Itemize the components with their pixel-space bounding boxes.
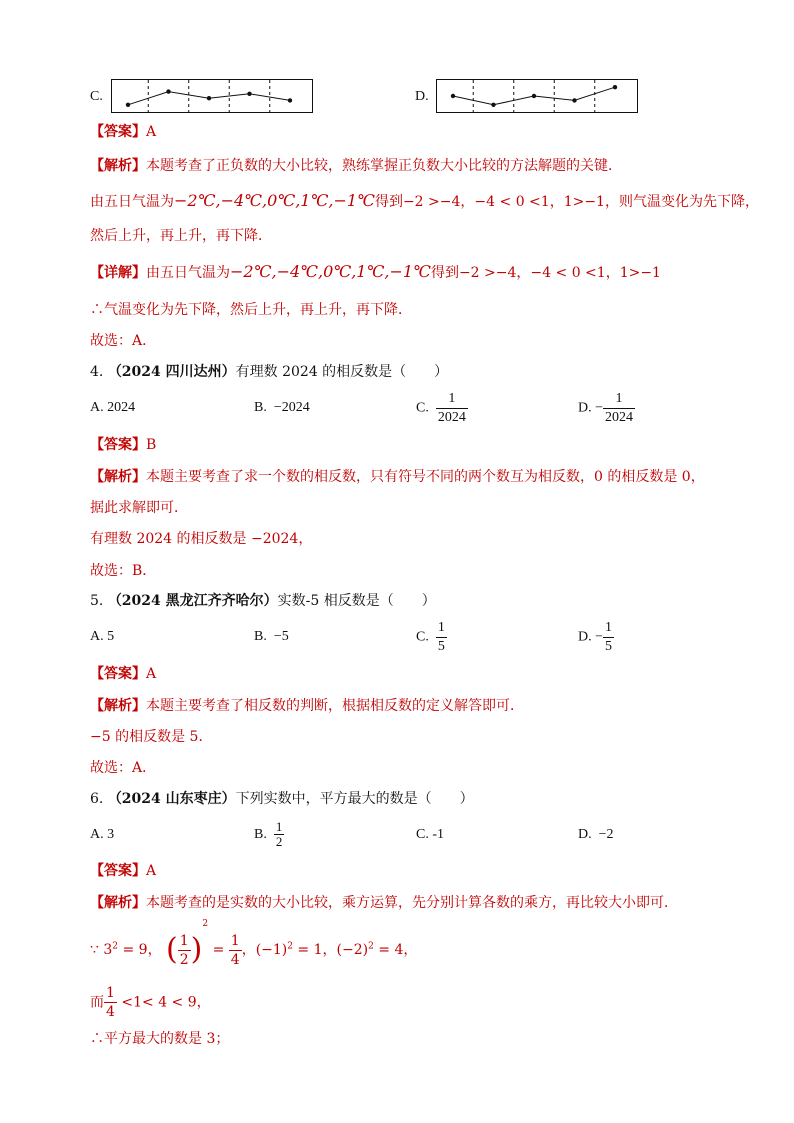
explain-text: 得到	[374, 194, 403, 210]
chart-point	[247, 92, 251, 96]
option-label: D.	[578, 827, 592, 842]
question-number: 4.	[90, 364, 104, 380]
calc-neg2-squared: $(-2)^2 = 4$，	[336, 941, 418, 958]
q5-option-b	[254, 627, 289, 647]
chart-point	[613, 85, 617, 89]
calc-3-squared: $3^2 = 9$，	[103, 941, 162, 958]
option-d-label: D.	[415, 89, 429, 104]
q6-stem	[90, 789, 474, 809]
q5-option-a: A. 5	[90, 629, 115, 644]
q3-answer-line	[90, 122, 156, 142]
option-label: D.	[578, 629, 592, 645]
ineq-math: −2 >−4	[458, 265, 517, 281]
calc-half-squared: ( $\frac{1}{2}$ )$^2$ = $\frac{1}{4}$	[166, 919, 240, 968]
q4-answer-line	[90, 435, 156, 455]
answer-tag: 【答案】	[90, 863, 146, 879]
q5-choose: 故选：A．	[90, 760, 157, 776]
option-value: −2024	[273, 400, 310, 415]
option-label: B.	[254, 400, 267, 415]
fraction: $\frac{1}{5}$	[437, 620, 445, 654]
option-label: C.	[416, 629, 429, 645]
analysis-text: 本题考查了正负数的大小比较，熟练掌握正负数大小比较的方法解题的关键．	[146, 158, 622, 174]
q3-explain-line2: 然后上升，再上升，再下降．	[90, 228, 272, 244]
fraction: $\frac{1}{2024}$	[437, 391, 466, 425]
option-label: D.	[578, 400, 592, 416]
q5-analysis-line	[90, 696, 524, 716]
sep: ，	[549, 194, 564, 210]
fraction: $\frac{1}{4}$	[230, 932, 240, 968]
question-source: （2024 黑龙江齐齐哈尔）	[107, 593, 278, 609]
temps-math: −2℃,−4℃,0℃,1℃,−1℃	[174, 191, 375, 210]
chart-point	[572, 98, 576, 102]
q4-analysis-line1	[90, 467, 705, 487]
fraction: $\frac{1}{2}$	[275, 819, 283, 850]
explain-text: 由五日气温为	[90, 194, 174, 210]
q6-calc-line	[90, 919, 418, 970]
detail-text: 得到	[430, 265, 459, 281]
q4-explain: 有理数 2024 的相反数是 −2024，	[90, 531, 313, 547]
because-symbol: ∵	[90, 942, 99, 958]
ineq-math: −2 >−4	[402, 194, 461, 210]
analysis-text: 本题主要考查了相反数的判断，根据相反数的定义解答即可．	[146, 698, 524, 714]
fraction: $\frac{1}{2024}$	[605, 391, 634, 425]
q5-explain: −5 的相反数是 5．	[90, 729, 213, 745]
analysis-tag: 【解析】	[90, 158, 146, 174]
ineq-math: −4 < 0 <1	[530, 265, 606, 281]
detail-tag: 【详解】	[90, 265, 146, 281]
sep: ，	[241, 942, 256, 958]
q4-analysis-line2: 据此求解即可．	[90, 500, 188, 516]
option-d-chart	[436, 79, 638, 113]
calc-neg1-squared: $(-1)^2 = 1$，	[255, 941, 337, 958]
minus-sign: −	[595, 400, 604, 416]
q6-option-d	[578, 825, 614, 845]
q4-option-b	[254, 398, 310, 418]
option-label: C.	[416, 400, 429, 416]
q6-conclusion: ∴平方最大的数是 3；	[90, 1031, 230, 1047]
analysis-tag: 【解析】	[90, 698, 146, 714]
q4-option-d	[578, 390, 635, 427]
option-c-chart	[111, 79, 313, 113]
chart-point	[491, 103, 495, 107]
question-number: 6.	[90, 791, 104, 807]
answer-tag: 【答案】	[90, 124, 146, 140]
q5-option-d	[578, 619, 614, 656]
sep: ，	[605, 265, 620, 281]
option-value: −2	[598, 827, 614, 842]
q3-explain-line1	[90, 191, 759, 212]
q5-stem	[90, 591, 436, 611]
answer-value: A	[146, 666, 157, 682]
q6-answer-line	[90, 861, 156, 881]
question-source: （2024 山东枣庄）	[107, 791, 236, 807]
analysis-tag: 【解析】	[90, 895, 146, 911]
question-source: （2024 四川达州）	[107, 364, 236, 380]
question-text: 有理数 2024 的相反数是（ ）	[235, 364, 449, 380]
chart-point	[207, 96, 211, 100]
question-number: 5.	[90, 593, 104, 609]
answer-value: A	[146, 124, 157, 140]
q6-compare-line	[90, 984, 211, 1021]
compare-math: <1< 4 < 9，	[116, 994, 211, 1011]
chart-point	[288, 98, 292, 102]
q5-answer-line	[90, 664, 156, 684]
q4-choose: 故选：B．	[90, 563, 157, 579]
q4-stem	[90, 362, 448, 382]
chart-point	[532, 94, 536, 98]
q5-option-c	[416, 619, 447, 656]
ineq-math: −4 < 0 <1	[474, 194, 550, 210]
q3-choose: 故选：A．	[90, 333, 157, 349]
chart-point	[166, 89, 170, 93]
option-value: −5	[273, 629, 289, 644]
question-text: 实数-5 相反数是（ ）	[277, 593, 436, 609]
analysis-text: 本题考查的是实数的大小比较，乘方运算，先分别计算各数的乘方，再比较大小即可．	[146, 895, 678, 911]
answer-tag: 【答案】	[90, 666, 146, 682]
option-label: B.	[254, 629, 267, 644]
q6-analysis-line	[90, 893, 678, 913]
q3-detail-conclusion: ∴气温变化为先下降，然后上升，再上升，再下降．	[90, 302, 412, 318]
temps-math: −2℃,−4℃,0℃,1℃,−1℃	[230, 262, 431, 281]
option-label: B.	[254, 827, 267, 842]
chart-point	[126, 103, 130, 107]
and-text: 而	[90, 994, 104, 1011]
ineq-math: 1>−1	[619, 265, 661, 281]
q4-option-c	[416, 390, 468, 427]
fraction: $\frac{1}{2}$	[179, 932, 189, 968]
chart-point	[451, 94, 455, 98]
sep: ，	[516, 265, 531, 281]
answer-value: B	[146, 437, 157, 453]
q3-detail-line	[90, 262, 661, 283]
fraction: $\frac{1}{4}$	[106, 985, 115, 1020]
q6-option-c: C. -1	[416, 827, 444, 842]
q3-analysis-line	[90, 156, 622, 176]
explain-text: ，则气温变化为先下降，	[604, 194, 759, 210]
chart-frame	[112, 80, 313, 113]
detail-text: 由五日气温为	[146, 265, 230, 281]
answer-value: A	[146, 863, 157, 879]
q6-option-a: A. 3	[90, 827, 115, 842]
q4-option-a: A. 2024	[90, 400, 136, 415]
question-text: 下列实数中，平方最大的数是（ ）	[235, 791, 474, 807]
q6-option-b	[254, 818, 284, 852]
analysis-tag: 【解析】	[90, 469, 146, 485]
minus-sign: −	[595, 629, 604, 645]
fraction: $\frac{1}{5}$	[605, 620, 613, 654]
sep: ，	[460, 194, 475, 210]
analysis-text: 本题主要考查了求一个数的相反数，只有符号不同的两个数互为相反数，0 的相反数是 0，	[146, 469, 705, 485]
ineq-math: 1>−1	[563, 194, 605, 210]
option-c-label: C.	[90, 89, 103, 104]
answer-tag: 【答案】	[90, 437, 146, 453]
